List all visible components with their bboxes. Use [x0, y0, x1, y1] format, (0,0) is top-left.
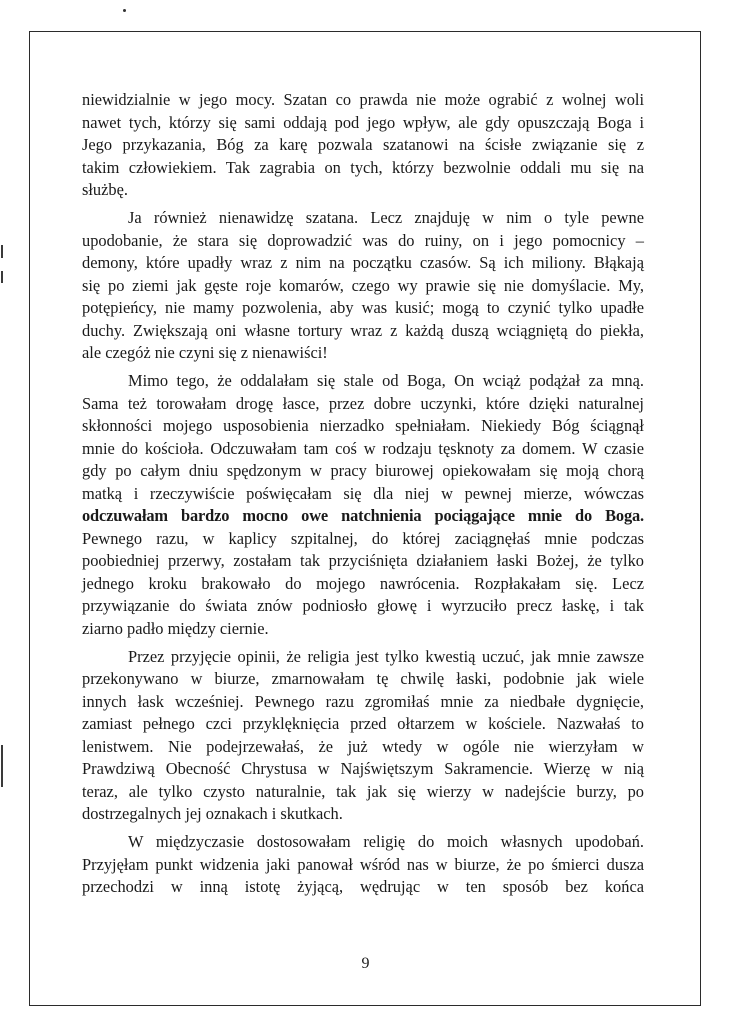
text-line: innych łask wcześniej. Pewnego razu zgromiłaś mnie za niedbałe dygnięcie,: [82, 691, 644, 711]
scan-margin-mark: [1, 271, 3, 283]
paragraph: [82, 831, 644, 899]
paragraph: [82, 89, 644, 202]
text-line: ale czegóż nie czyni się z nienawiści!: [82, 343, 328, 363]
text-line: duchy. Zwiększają oni własne tortury wraz z każdą duszą wciągniętą do piekła,: [82, 320, 644, 340]
paragraph: [82, 646, 644, 826]
text-line: Pewnego razu, w kaplicy szpitalnej, do której zaciągnęłaś mnie podczas: [82, 528, 644, 548]
page-number: 9: [361, 955, 370, 972]
text-line: przekonywano w biurze, zmarnowałam tę chwilę łaski, podobnie jak wiele: [82, 669, 644, 689]
text-line: Sama też torowałam drogę łasce, przez dobre uczynki, które dzięki naturalnej: [82, 393, 644, 413]
text-line: Prawdziwą Obecność Chrystusa w Najświętszym Sakramencie. Wierzę w nią: [82, 759, 644, 779]
text-line: poobiedniej przerwy, zostałam tak przyciśnięta działaniem łaski Bożej, że tylko: [82, 551, 644, 571]
text-line: jednego kroku brakowało do mojego nawrócenia. Rozpłakałam się. Lecz: [82, 573, 644, 593]
text-line: przywiązanie do świata znów podniosło głowę i wyrzuciło precz łaskę, i tak: [82, 596, 644, 616]
text-line: się po ziemi jak gęste roje komarów, czego wy prawie się nie domyślacie. My,: [82, 275, 644, 295]
text-line: Przez przyjęcie opinii, że religia jest tylko kwestią uczuć, jak mnie zawsze: [128, 646, 644, 666]
scan-margin-mark: [1, 745, 3, 787]
text-line: nawet tych, którzy się sami oddają pod jego wpływ, ale gdy opuszczają Boga i: [82, 112, 644, 132]
text-line: zamiast pełnego czci przyklęknięcia przed ołtarzem w kościele. Nazwałaś to: [82, 714, 644, 734]
text-line: niewidzialnie w jego mocy. Szatan co prawda nie może ograbić z wolnej woli: [82, 90, 644, 109]
text-line: Przyjęłam punkt widzenia jaki panował wśród nas w biurze, że po śmierci dusza: [82, 854, 644, 874]
text-line: przechodzi w inną istotę żyjącą, wędrując w ten sposób bez końca: [82, 877, 644, 897]
text-line: W międzyczasie dostosowałam religię do moich własnych upodobań.: [128, 832, 644, 852]
scan-speck: [123, 9, 126, 12]
text-line: służbę.: [82, 180, 128, 199]
paragraph: [82, 207, 644, 365]
text-line: ziarno padło między ciernie.: [82, 618, 269, 638]
document-body: [82, 89, 644, 904]
scan-margin-mark: [1, 245, 3, 258]
text-line: mnie do kościoła. Odczuwałam tam coś w rodzaju tęsknoty za domem. W czasie: [82, 438, 644, 458]
text-line: odczuwałam bardzo mocno owe natchnienia pociągające mnie do Boga.: [82, 506, 644, 526]
text-line: Jego przykazania, Bóg za karę pozwala szatanowi na ścisłe związanie się z: [82, 135, 644, 154]
text-line: teraz, ale tylko czysto naturalnie, tak jak się wierzy w nadejście burzy, po: [82, 781, 644, 801]
text-line: skłonności mojego usposobienia nierzadko spełniałam. Niekiedy Bóg ściągnął: [82, 416, 644, 436]
text-line: takim człowiekiem. Tak zagrabia on tych, którzy bezwolnie oddali mu się na: [82, 157, 644, 177]
text-line: demony, które upadły wraz z nim na początku czasów. Są ich miliony. Błąkają: [82, 253, 644, 273]
text-line: dostrzegalnych jej oznakach i skutkach.: [82, 804, 343, 824]
text-line: gdy po całym dniu spędzonym w pracy biurowej opiekowałam się moją chorą: [82, 461, 644, 481]
text-line: lenistwem. Nie podejrzewałaś, że już wtedy w ogóle nie wierzyłam w: [82, 736, 644, 756]
text-line: upodobanie, że stara się doprowadzić was do ruiny, on i jego pomocnicy –: [82, 230, 644, 250]
text-line: potępieńcy, nie mamy pozwolenia, aby was kusić; mogą to czynić tylko upadłe: [82, 298, 644, 318]
paragraph: [82, 370, 644, 640]
text-line: matką i rzeczywiście poświęcałam się dla niej w pewnej mierze, wówczas: [82, 483, 644, 503]
text-line: Ja również nienawidzę szatana. Lecz znajduję w nim o tyle pewne: [128, 208, 644, 228]
text-line: Mimo tego, że oddalałam się stale od Boga, On wciąż podążał za mną.: [128, 371, 644, 391]
